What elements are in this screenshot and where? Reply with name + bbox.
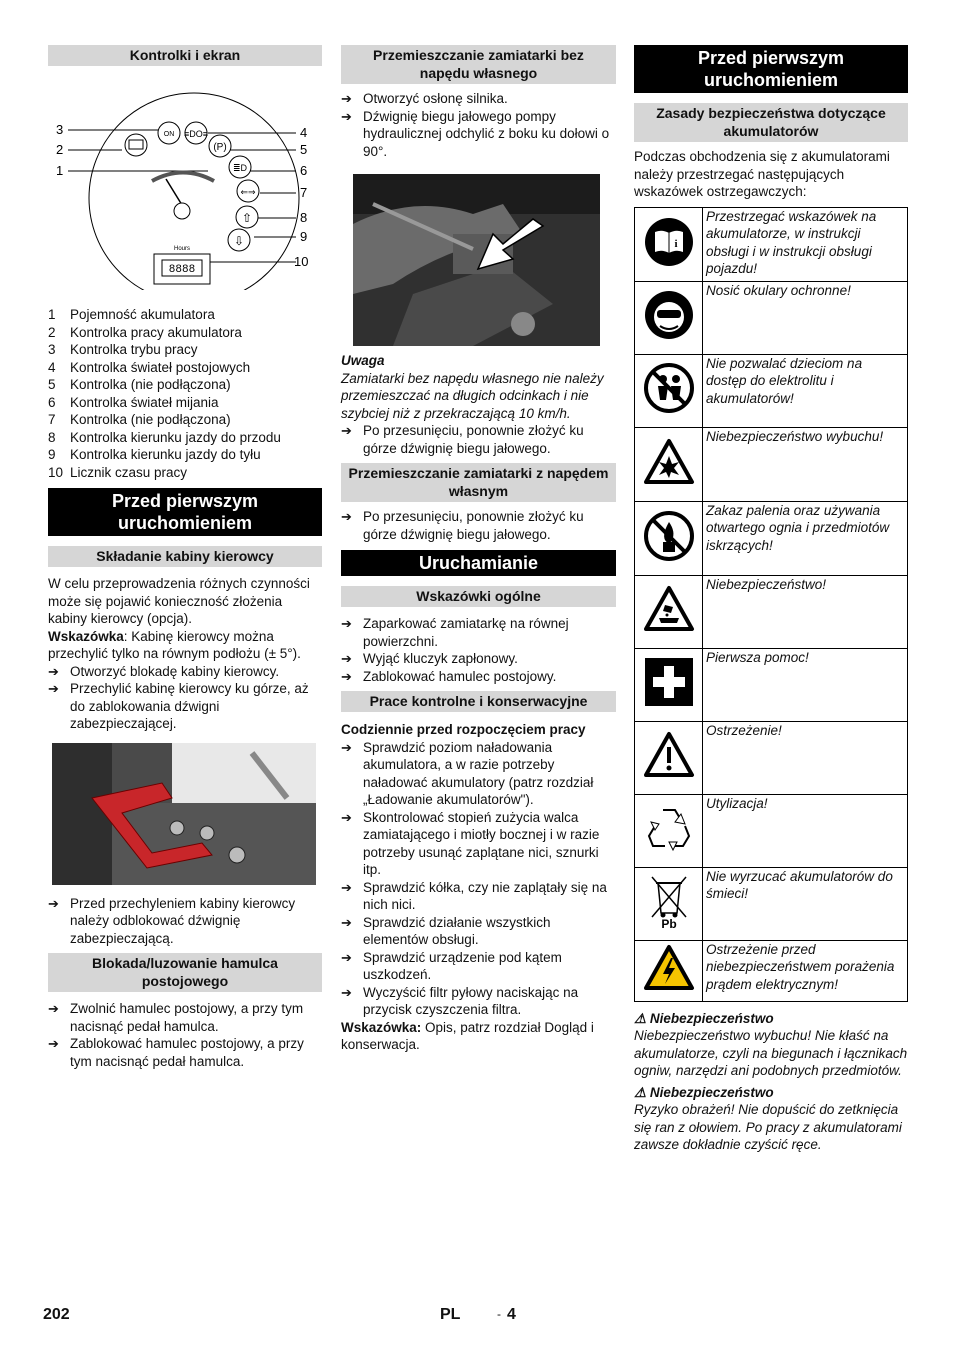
danger-2-text: Ryzyko obrażeń! Nie dopuścić do zetknięcia się ran z ołowiem. Po pracy z akumulatorami zawsze dokładnie czyścić ręce. [634, 1102, 902, 1152]
table-row: Ostrzeżenie przed niebezpieczeństwem porażenia prądem elektrycznym! [635, 940, 908, 1001]
table-row: Utylizacja! [635, 794, 908, 867]
list-item: 7 Kontrolka (nie podłączona) [48, 412, 231, 427]
column-1 [48, 45, 322, 1070]
high-voltage-icon [643, 944, 695, 992]
recycle-icon [643, 802, 695, 854]
svg-text:⇩: ⇩ [233, 234, 245, 248]
svg-text:1: 1 [56, 163, 64, 178]
explosion-icon [643, 438, 695, 486]
brake-heading: Blokada/luzowanie hamulca postojowego [48, 953, 322, 992]
list-item: ➔ Sprawdzić działanie wszystkich elementów obsługi. [341, 914, 551, 947]
column-2 [341, 45, 616, 1054]
first-aid-icon [644, 657, 694, 707]
arrow-icon: ➔ [341, 616, 352, 631]
cabin-lever-photo [52, 743, 316, 885]
no-fire-icon [643, 510, 695, 562]
svg-text:4: 4 [300, 125, 308, 140]
list-item: ➔ Sprawdzić poziom naładowania akumulatora, a w razie potrzeby naładować akumulatory (patrz rozdział „Ładowanie akumulatorów"). [341, 739, 594, 807]
danger-1-label: ⚠ Niebezpieczeństwo [634, 1010, 774, 1026]
legend-list [48, 306, 322, 481]
table-row: Ostrzeżenie! [635, 721, 908, 794]
list-item: ➔ Otworzyć blokadę kabiny kierowcy. [48, 663, 280, 679]
list-item: ➔ Po przesunięciu, ponownie złożyć ku górze dźwignię biegu jałowego. [341, 509, 584, 542]
table-row: Zakaz palenia oraz używania otwartego ognia i przedmiotów iskrzących! [635, 501, 908, 575]
table-row: Pb Nie wyrzucać akumulatorów do śmieci! [635, 867, 908, 940]
pump-lever-photo [353, 174, 600, 346]
list-item: 2 Kontrolka pracy akumulatora [48, 324, 242, 340]
table-row: Pierwsza pomoc! [635, 648, 908, 721]
on-label: ON [163, 131, 175, 138]
list-item: ➔ Po przesunięciu, ponownie złożyć ku górze dźwignię biegu jałowego. [341, 423, 584, 456]
svg-text:8888: 8888 [168, 264, 196, 276]
manual-icon [644, 217, 694, 267]
no-bin-icon [644, 873, 694, 929]
svg-text:8: 8 [300, 210, 308, 225]
goggles-icon [644, 290, 694, 340]
arrow-icon: ➔ [48, 1036, 59, 1051]
list-item: ➔ Sprawdzić urządzenie pod kątem uszkodzeń. [341, 949, 562, 982]
svg-text:≣D: ≣D [232, 163, 248, 173]
list-item: ➔ Zablokować hamulec postojowy, a przy tym nacisnąć pedał hamulca. [48, 1036, 304, 1069]
maintenance-note: Wskazówka: Opis, patrz rozdział Dogląd i konserwacja. [341, 1019, 594, 1052]
first-startup-heading: Przed pierwszym uruchomieniem [48, 488, 322, 536]
table-row: Nie pozwalać dzieciom na dostęp do elektrolitu i akumulatorów! [635, 354, 908, 427]
arrow-icon: ➔ [341, 91, 352, 106]
controls-heading: Kontrolki i ekran [48, 45, 322, 66]
page-sub-number: 4 [507, 1306, 516, 1323]
arrow-icon: ➔ [48, 663, 59, 679]
move-drive-heading: Przemieszczanie zamiatarki z napędem własnym [341, 463, 616, 502]
arrow-icon: ➔ [341, 809, 352, 825]
svg-text:i: i [673, 237, 678, 250]
list-item: 3 Kontrolka trybu pracy [48, 342, 198, 357]
list-item: 10 Licznik czasu pracy [48, 464, 188, 480]
first-startup-heading: Przed pierwszym uruchomieniem [634, 45, 908, 93]
cabin-note: Wskazówka: Kabinę kierowcy można przechylić tylko na równym podłożu (± 5°). [48, 628, 301, 661]
list-item: ➔ Wyjąć kluczyk zapłonowy. [341, 651, 518, 666]
list-item: ➔ Sprawdzić kółka, czy nie zaplątały się na nich nici. [341, 879, 607, 912]
column-3 [634, 45, 908, 1154]
language-code: PL [440, 1306, 461, 1323]
list-item: 6 Kontrolka świateł mijania [48, 394, 219, 410]
list-item: 9 Kontrolka kierunku jazdy do tyłu [48, 447, 261, 462]
general-heading: Wskazówki ogólne [341, 586, 616, 607]
list-item: ➔ Otworzyć osłonę silnika. [341, 91, 508, 106]
arrow-icon: ➔ [341, 668, 352, 684]
intro-text: Podczas obchodzenia się z akumulatorami należy przestrzegać następujących wskazówek ostrzegawczych: [634, 149, 890, 199]
arrow-icon: ➔ [341, 739, 352, 755]
safety-symbols-table [634, 207, 908, 1002]
warning-triangle-icon: ⚠ [634, 1084, 647, 1100]
cabin-text: W celu przeprowadzenia różnych czynności może się pojawić konieczność złożenia kabiny kierowcy (opcja). [48, 576, 310, 626]
checks-heading: Prace kontrolne i konserwacyjne [341, 691, 616, 712]
danger-1-text: Niebezpieczeństwo wybuchu! Nie kłaść na akumulatorze, czyli na biegunach i łącznikach ogniw, narzędzi ani podobnych przedmiotów. [634, 1028, 908, 1078]
list-item: ➔ Wyczyścić filtr pyłowy naciskając na przycisk czyszczenia filtra. [341, 984, 579, 1017]
arrow-icon: ➔ [48, 1001, 59, 1016]
hours-label: Hours [173, 246, 191, 252]
list-item: ➔ Przed przechyleniem kabiny kierowcy należy odblokować dźwignię zabezpieczającą. [48, 895, 296, 946]
svg-text:⇐⇒: ⇐⇒ [240, 187, 256, 197]
list-item: ➔ Zwolnić hamulec postojowy, a przy tym nacisnąć pedał hamulca. [48, 1001, 304, 1034]
list-item: ➔ Przechylić kabinę kierowcy ku górze, aż do zablokowania dźwigni zabezpieczającej. [48, 681, 309, 731]
battery-safety-heading: Zasady bezpieczeństwa dotyczące akumulatorów [634, 103, 908, 142]
svg-text:9: 9 [300, 229, 308, 244]
battery-gauge-icon [174, 203, 190, 219]
svg-text:(P): (P) [213, 142, 227, 153]
arrow-icon: ➔ [341, 423, 352, 438]
arrow-icon: ➔ [48, 681, 59, 696]
arrow-icon: ➔ [341, 949, 352, 965]
arrow-icon: ➔ [341, 509, 352, 524]
page-number: 202 [43, 1306, 70, 1323]
no-children-icon [643, 362, 695, 414]
arrow-icon: ➔ [341, 108, 352, 124]
arrow-icon: ➔ [341, 984, 352, 1000]
danger-2-label: ⚠ Niebezpieczeństwo [634, 1084, 774, 1100]
page-sub-separator: - [497, 1307, 501, 1321]
table-row: Nosić okulary ochronne! [635, 281, 908, 354]
warning-icon [643, 731, 695, 779]
caution-text: Zamiatarki bez napędu własnego nie należy przemieszczać na długich odcinkach i nie szybciej niż z przekraczającą 10 km/h. [341, 370, 604, 421]
list-item: ➔ Dźwignię biegu jałowego pompy hydraulicznej odchylić z boku ku dołowi o 90°. [341, 108, 610, 159]
svg-text:3: 3 [56, 122, 64, 137]
list-item: ➔ Zaparkować zamiatarkę na równej powierzchni. [341, 616, 569, 649]
list-item: ➔ Skontrolować stopień zużycia walca zamiatającego i miotły bocznej i w razie potrzeby usunąć zaplątane nici, sznurki itp. [341, 809, 600, 877]
cabin-heading: Składanie kabiny kierowcy [48, 546, 322, 567]
start-heading: Uruchamianie [341, 550, 616, 576]
svg-text:7: 7 [300, 185, 308, 200]
table-row: Niebezpieczeństwo! [635, 575, 908, 648]
move-no-drive-heading: Przemieszczanie zamiatarki bez napędu własnego [341, 45, 616, 84]
pb-label: Pb [660, 917, 677, 930]
daily-heading: Codziennie przed rozpoczęciem pracy [341, 722, 586, 737]
control-dial-diagram [48, 80, 322, 290]
caution-label: Uwaga [341, 353, 385, 368]
list-item: 5 Kontrolka (nie podłączona) [48, 377, 231, 392]
list-item: 1 Pojemność akumulatora [48, 307, 215, 322]
acid-icon [643, 585, 695, 633]
table-row: Niebezpieczeństwo wybuchu! [635, 427, 908, 501]
warning-triangle-icon: ⚠ [634, 1010, 647, 1026]
svg-text:≡DO≡: ≡DO≡ [183, 129, 209, 139]
list-item: 4 Kontrolka świateł postojowych [48, 359, 251, 375]
list-item: 8 Kontrolka kierunku jazdy do przodu [48, 429, 281, 445]
table-row: i Przestrzegać wskazówek na akumulatorze, w instrukcji obsługi i w instrukcji obsługi pojazdu! [635, 207, 908, 281]
svg-text:2: 2 [56, 142, 64, 157]
arrow-icon: ➔ [341, 914, 352, 930]
svg-text:⇧: ⇧ [241, 211, 253, 225]
arrow-icon: ➔ [48, 895, 59, 911]
battery-icon [125, 134, 147, 156]
arrow-icon: ➔ [341, 651, 352, 666]
svg-text:6: 6 [300, 163, 308, 178]
arrow-icon: ➔ [341, 879, 352, 895]
svg-text:10: 10 [294, 254, 309, 269]
list-item: ➔ Zablokować hamulec postojowy. [341, 668, 557, 684]
svg-text:5: 5 [300, 142, 308, 157]
